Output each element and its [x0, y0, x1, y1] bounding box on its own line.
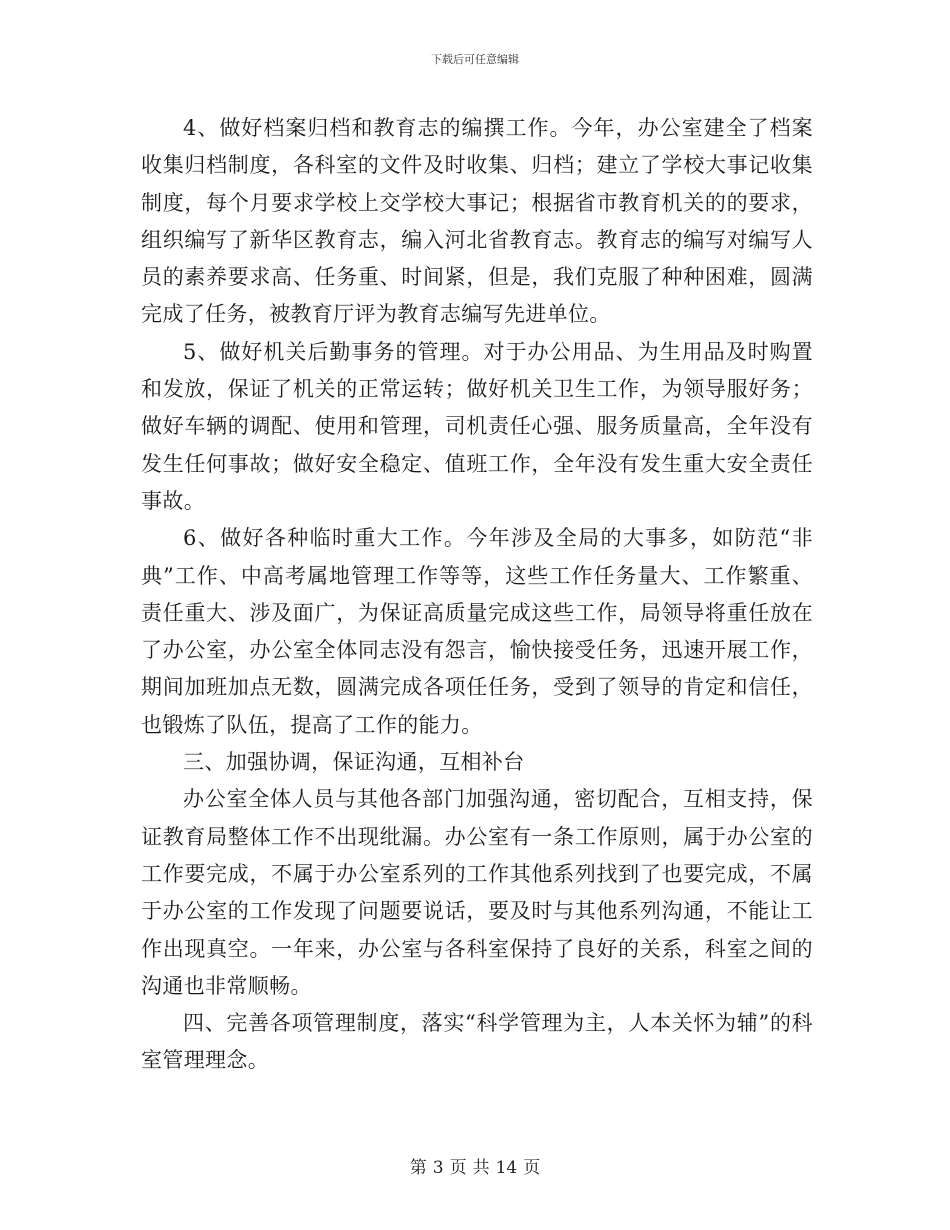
footer-di: 第 — [409, 1158, 427, 1178]
paragraph-logistics: 5、做好机关后勤事务的管理。对于办公用品、为生用品及时购置和发放，保证了机关的正常运转；做好机关卫生工作，为领导服好务；做好车辆的调配、使用和管理，司机责任心强、服务质量高，全年没有发生任何事故；做好安全稳定、值班工作，全年没有发生重大安全责任事故。 — [141, 339, 813, 513]
paragraph-temporary-tasks: 6、做好各种临时重大工作。今年涉及全局的大事多，如防范“非典”工作、中高考属地管理工作等等，这些工作任务量大、工作繁重、责任重大、涉及面广，为保证高质量完成这些工作，局领导将重任放在了办公室，办公室全体同志没有怨言，愉快接受任务，迅速开展工作，期间加班加点无数，圆满完成各项任任务，受到了领导的肯定和信任，也锻炼了队伍，提高了工作的能力。 — [141, 526, 813, 737]
footer-current-page: 3 — [432, 1158, 444, 1178]
paragraph-archives: 4、做好档案归档和教育志的编撰工作。今年，办公室建全了档案收集归档制度，各科室的文件及时收集、归档；建立了学校大事记收集制度，每个月要求学校上交学校大事记；根据省市教育机关的的要求，组织编写了新华区教育志，编入河北省教育志。教育志的编写对编写人员的素养要求高、任务重、时间紧，但是，我们克服了种种困难，圆满完成了任务，被教育厅评为教育志编写先进单位。 — [141, 116, 813, 327]
footer-ye: 页 — [449, 1158, 467, 1178]
document-body — [141, 110, 813, 1080]
footer-gong: 共 — [472, 1158, 490, 1178]
section-heading-management: 四、完善各项管理制度，落实“科学管理为主，人本关怀为辅”的科室管理理念。 — [141, 1011, 813, 1073]
footer-total-pages: 14 — [495, 1158, 518, 1178]
footer-ye-end: 页 — [523, 1158, 541, 1178]
page-footer — [0, 1157, 950, 1179]
section-heading-coordination: 三、加强协调，保证沟通，互相补台 — [183, 750, 525, 775]
paragraph-communication: 办公室全体人员与其他各部门加强沟通，密切配合，互相支持，保证教育局整体工作不出现纰漏。办公室有一条工作原则，属于办公室的工作要完成，不属于办公室系列的工作其他系列找到了也要完成，不属于办公室的工作发现了问题要说话，要及时与其他系列沟通，不能让工作出现真空。一年来，办公室与各科室保持了良好的关系，科室之间的沟通也非常顺畅。 — [141, 787, 813, 998]
header-note: 下载后可任意编辑 — [431, 53, 519, 66]
